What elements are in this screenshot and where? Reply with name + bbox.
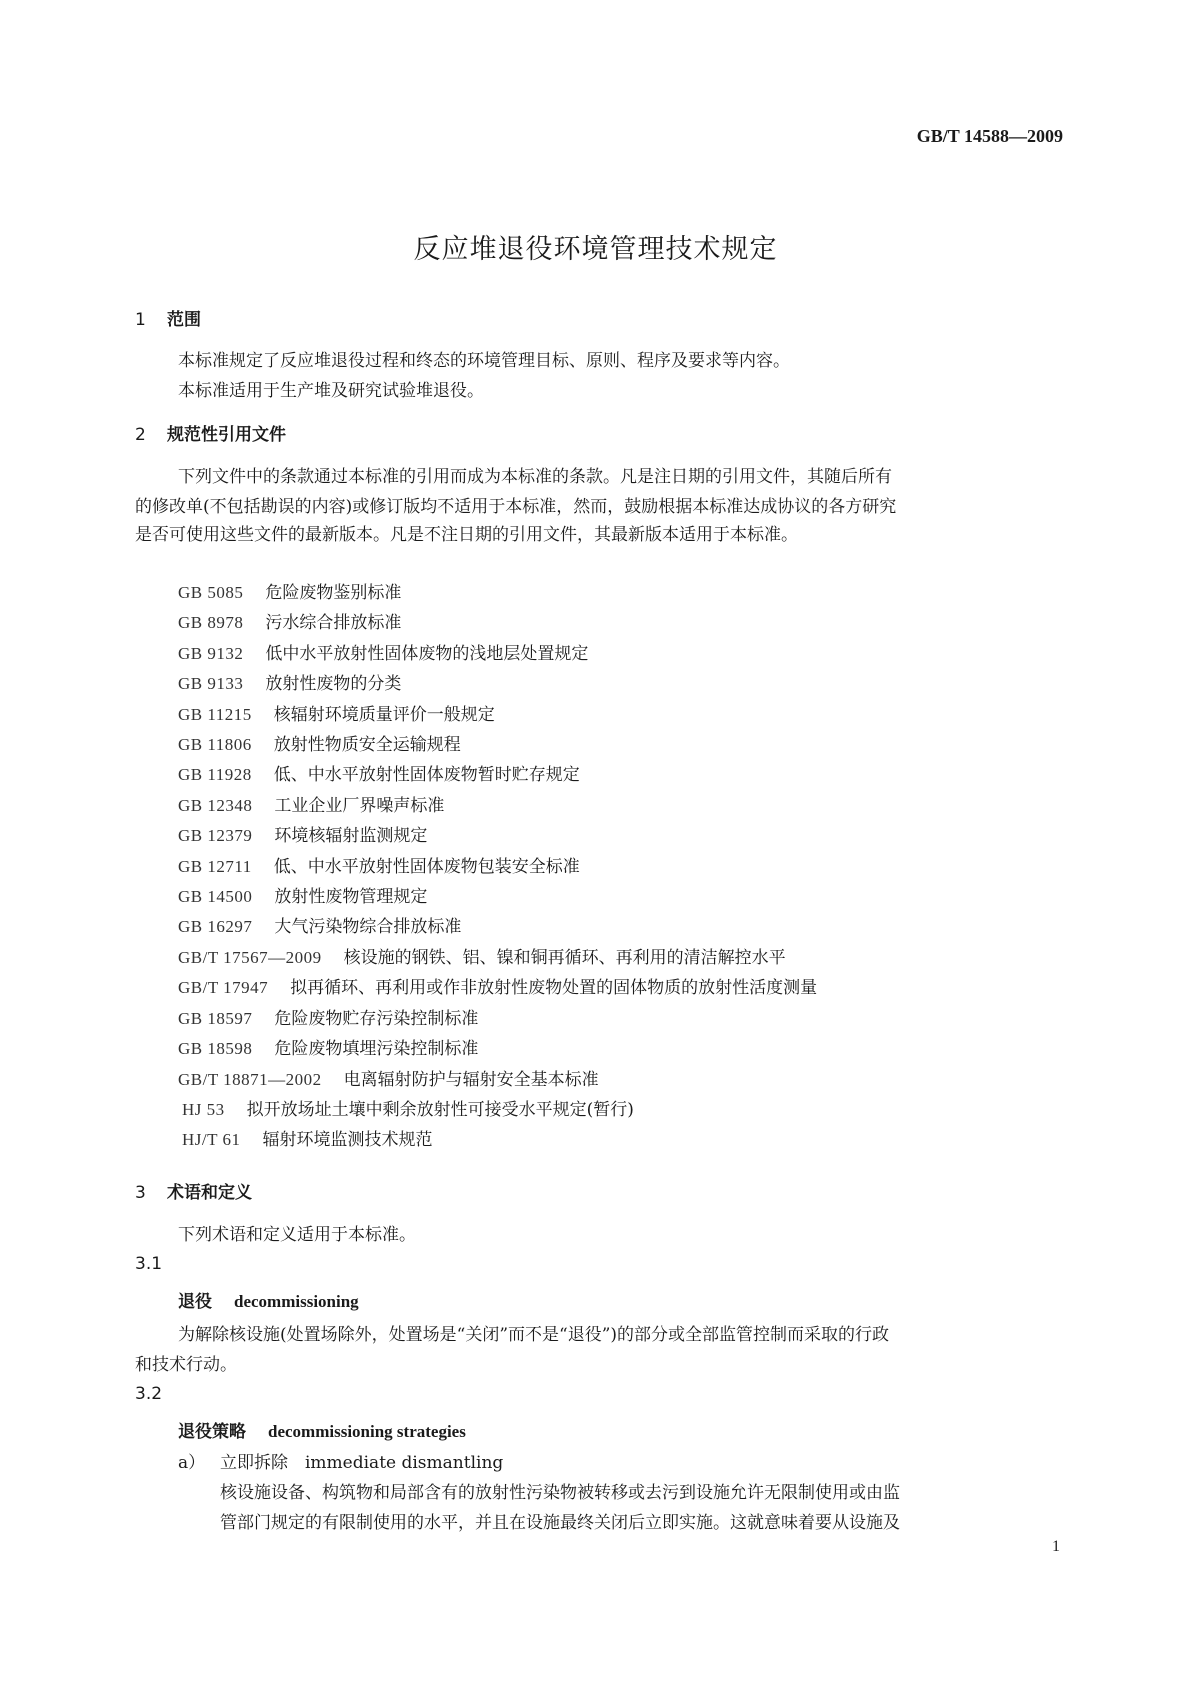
normative-reference-list <box>178 578 817 1156</box>
reference-item <box>178 760 817 790</box>
reference-item <box>178 943 817 973</box>
item-a-label: a） <box>178 1453 206 1473</box>
reference-code: GB 9133 <box>178 674 244 694</box>
term-chinese: 退役 <box>178 1292 212 1312</box>
reference-item <box>178 1125 817 1155</box>
standard-number: GB/T 14588—2009 <box>916 126 1063 146</box>
reference-code: GB 5085 <box>178 583 244 602</box>
reference-title: 污水综合排放标准 <box>265 613 402 634</box>
reference-item <box>178 700 817 730</box>
section-1-title: 范围 <box>167 310 201 330</box>
reference-item <box>178 973 817 1003</box>
clause-3-2-number: 3.2 <box>135 1384 163 1404</box>
reference-title: 核辐射环境质量评价一般规定 <box>273 704 495 725</box>
clause-3-1-definition-line-1: 为解除核设施(处置场除外，处置场是“关闭”而不是“退役”)的部分或全部监管控制而采取的行政 <box>178 1325 890 1345</box>
section-2-heading <box>135 420 286 445</box>
section-1-para-1: 本标准规定了反应堆退役过程和终态的环境管理目标、原则、程序及要求等内容。 <box>178 351 790 371</box>
reference-item <box>178 1034 817 1064</box>
reference-title: 拟开放场址土壤中剩余放射性可接受水平规定(暂行) <box>246 1099 634 1120</box>
reference-code: GB 18597 <box>178 1008 253 1028</box>
reference-code: GB 12348 <box>178 795 253 815</box>
reference-code: GB 12379 <box>178 826 253 846</box>
reference-title: 危险废物贮存污染控制标准 <box>274 1008 479 1029</box>
reference-item <box>178 1095 817 1125</box>
reference-code: HJ 53 <box>182 1099 225 1119</box>
reference-title: 低、中水平放射性固体废物暂时贮存规定 <box>273 765 580 786</box>
reference-code: GB/T 17567—2009 <box>178 947 322 967</box>
term-chinese: 退役策略 <box>178 1422 246 1442</box>
section-3-intro: 下列术语和定义适用于本标准。 <box>178 1225 416 1245</box>
reference-item <box>178 882 817 912</box>
reference-item <box>178 821 817 851</box>
reference-code: GB 16297 <box>178 917 253 937</box>
section-1-heading <box>135 305 201 330</box>
document-title: 反应堆退役环境管理技术规定 <box>413 234 778 265</box>
reference-code: GB 8978 <box>178 613 244 633</box>
reference-item <box>178 608 817 638</box>
reference-title: 大气污染物综合排放标准 <box>274 917 462 938</box>
reference-code: GB 11928 <box>178 765 252 785</box>
reference-title: 低中水平放射性固体废物的浅地层处置规定 <box>265 643 589 664</box>
reference-title: 危险废物填埋污染控制标准 <box>274 1039 479 1060</box>
reference-item <box>178 730 817 760</box>
section-1-number: 1 <box>135 310 146 330</box>
clause-3-1-term <box>178 1287 359 1312</box>
reference-title: 低、中水平放射性固体废物包装安全标准 <box>273 856 580 877</box>
item-a-text-line-2: 管部门规定的有限制使用的水平，并且在设施最终关闭后立即实施。这就意味着要从设施及 <box>220 1513 900 1533</box>
clause-3-1-definition-line-2: 和技术行动。 <box>135 1355 237 1375</box>
item-a-heading <box>178 1448 503 1473</box>
reference-title: 核设施的钢铁、铝、镍和铜再循环、再利用的清洁解控水平 <box>343 947 786 968</box>
term-english: decommissioning strategies <box>268 1422 466 1441</box>
clause-3-2-term <box>178 1417 466 1442</box>
reference-code: GB 14500 <box>178 887 253 907</box>
reference-title: 辐射环境监测技术规范 <box>262 1130 433 1151</box>
reference-title: 危险废物鉴别标准 <box>265 583 402 603</box>
reference-title: 环境核辐射监测规定 <box>274 826 428 847</box>
section-2-intro-line-3: 是否可使用这些文件的最新版本。凡是不注日期的引用文件，其最新版本适用于本标准。 <box>135 525 798 545</box>
reference-item <box>178 669 817 699</box>
reference-title: 工业企业厂界噪声标准 <box>274 795 445 816</box>
section-2-title: 规范性引用文件 <box>167 425 286 445</box>
section-3-heading <box>135 1178 252 1203</box>
section-2-intro-line-1: 下列文件中的条款通过本标准的引用而成为本标准的条款。凡是注日期的引用文件，其随后所有 <box>178 467 892 487</box>
reference-item <box>178 791 817 821</box>
reference-code: GB/T 17947 <box>178 978 269 998</box>
reference-code: GB 9132 <box>178 643 244 663</box>
section-2-number: 2 <box>135 425 146 445</box>
reference-code: HJ/T 61 <box>182 1130 241 1150</box>
reference-code: GB 12711 <box>178 856 252 876</box>
reference-title: 放射性废物的分类 <box>265 674 402 695</box>
reference-item <box>178 1004 817 1034</box>
reference-item <box>178 912 817 942</box>
section-1-para-2: 本标准适用于生产堆及研究试验堆退役。 <box>178 381 484 401</box>
section-3-number: 3 <box>135 1183 146 1203</box>
reference-title: 放射性物质安全运输规程 <box>273 735 461 756</box>
reference-item <box>178 639 817 669</box>
reference-item <box>178 1065 817 1095</box>
item-a-title: 立即拆除 immediate dismantling <box>220 1453 504 1473</box>
section-2-intro-line-2: 的修改单(不包括勘误的内容)或修订版均不适用于本标准，然而，鼓励根据本标准达成协议的各方研究 <box>135 497 897 517</box>
clause-3-1-number: 3.1 <box>135 1254 163 1274</box>
reference-title: 电离辐射防护与辐射安全基本标准 <box>343 1069 599 1090</box>
reference-code: GB 11215 <box>178 704 252 724</box>
reference-item <box>178 852 817 882</box>
reference-code: GB 11806 <box>178 735 252 755</box>
section-3-title: 术语和定义 <box>167 1183 252 1203</box>
page-number: 1 <box>1052 1538 1060 1555</box>
reference-title: 拟再循环、再利用或作非放射性废物处置的固体物质的放射性活度测量 <box>290 978 818 999</box>
term-english: decommissioning <box>234 1292 359 1311</box>
reference-title: 放射性废物管理规定 <box>274 887 428 908</box>
item-a-text-line-1: 核设施设备、构筑物和局部含有的放射性污染物被转移或去污到设施允许无限制使用或由监 <box>220 1483 900 1503</box>
reference-code: GB/T 18871—2002 <box>178 1069 322 1089</box>
reference-code: GB 18598 <box>178 1039 253 1059</box>
reference-item <box>178 578 817 608</box>
